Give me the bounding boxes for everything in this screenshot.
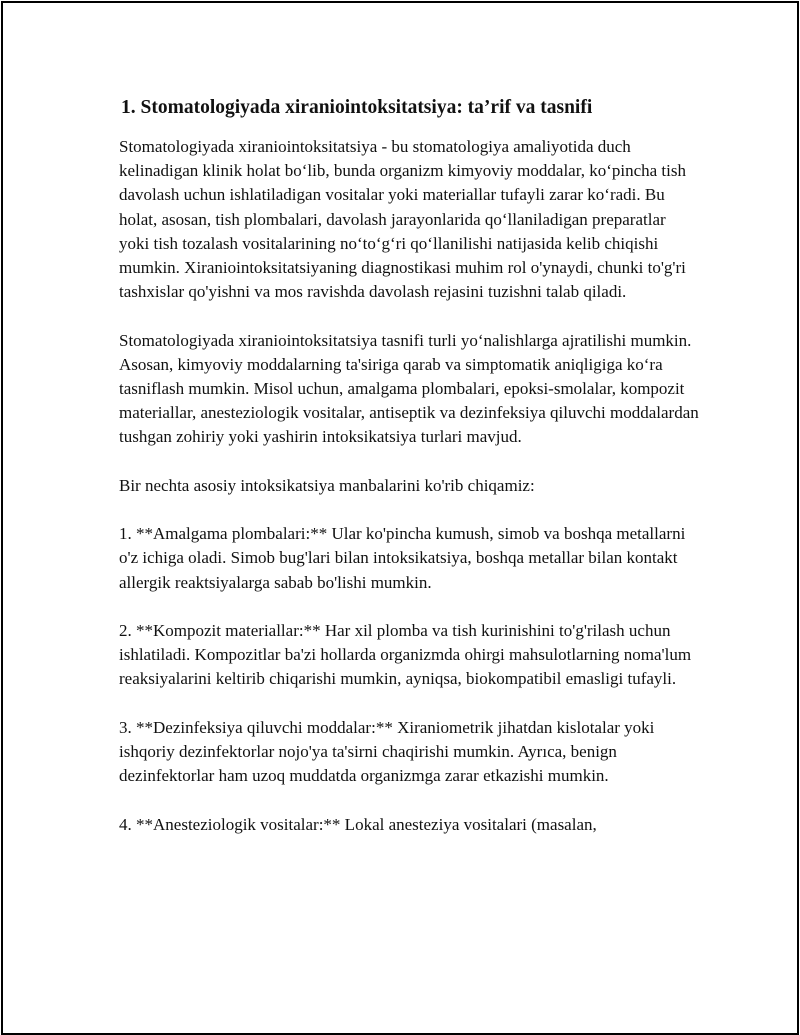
list-item-composite: 2. **Kompozit materiallar:** Har xil plomba va tish kurinishini to'g'rilash uchun ishlatiladi. Kompozitlar ba'zi hollarda organizmda ohirgi mahsulotlarning noma'lum reaksiyalarini keltirib chiqarishi mumkin, ayniqsa, biokompatibil emasligi tufayli.: [119, 621, 692, 689]
paragraph-definition: Stomatologiyada xiraniointoksitatsiya - bu stomatologiya amaliyotida duch kelinadigan klinik holat bo‘lib, bunda organizm kimyoviy moddalar, ko‘pincha tish davolash uchun ishlatiladigan vositalar yoki materiallar tufayli zarar ko‘radi. Bu holat, asosan, tish plombalari, davolash jarayonlarida qo‘llaniladigan preparatlar yoki tish tozalash vositalarining no‘to‘g‘ri qo‘llanilishi natijasida kelib chiqishi mumkin. Xiraniointoksitatsiyaning diagnostikasi muhim rol o'ynaydi, chunki to'g'ri tashxislar qo'yishni va mos ravishda davolash rejasini tuzishni talab qiladi.: [119, 137, 686, 302]
paragraph-classification: Stomatologiyada xiraniointoksitatsiya tasnifi turli yo‘nalishlarga ajratilishi mumkin. Asosan, kimyoviy moddalarning ta'siriga qarab va simptomatik aniqligiga ko‘ra tasniflash mumkin. Misol uchun, amalgama plombalari, epoksi-smolalar, kompozit materiallar, anesteziologik vositalar, antiseptik va dezinfeksiya qiluvchi moddalardan tushgan zohiriy yoki yashirin intoksikatsiya turlari mavjud.: [119, 330, 699, 447]
section-heading: 1. Stomatologiyada xiraniointoksitatsiya: ta’rif va tasnifi: [121, 97, 593, 118]
paragraph-sources-intro: Bir nechta asosiy intoksikatsiya manbalarini ko'rib chiqamiz:: [119, 475, 535, 495]
list-item-anesthetics: 4. **Anesteziologik vositalar:** Lokal anesteziya vositalari (masalan,: [119, 814, 597, 834]
list-item-amalgam: 1. **Amalgama plombalari:** Ular ko'pincha kumush, simob va boshqa metallarni o'z ichiga oladi. Simob bug'lari bilan intoksikatsiya, boshqa metallar bilan kontakt allergik reaktsiyalarga sabab bo'lishi mumkin.: [119, 524, 686, 592]
document-body: [119, 95, 699, 861]
list-item-disinfectants: 3. **Dezinfeksiya qiluvchi moddalar:** Xiraniometrik jihatdan kislotalar yoki ishqoriy dezinfektorlar nojo'ya ta'sirni chaqirishi mumkin. Ayrıca, benign dezinfektorlar ham uzoq muddatda organizmga zarar etkazishi mumkin.: [119, 717, 655, 786]
page-frame: [1, 1, 799, 1035]
